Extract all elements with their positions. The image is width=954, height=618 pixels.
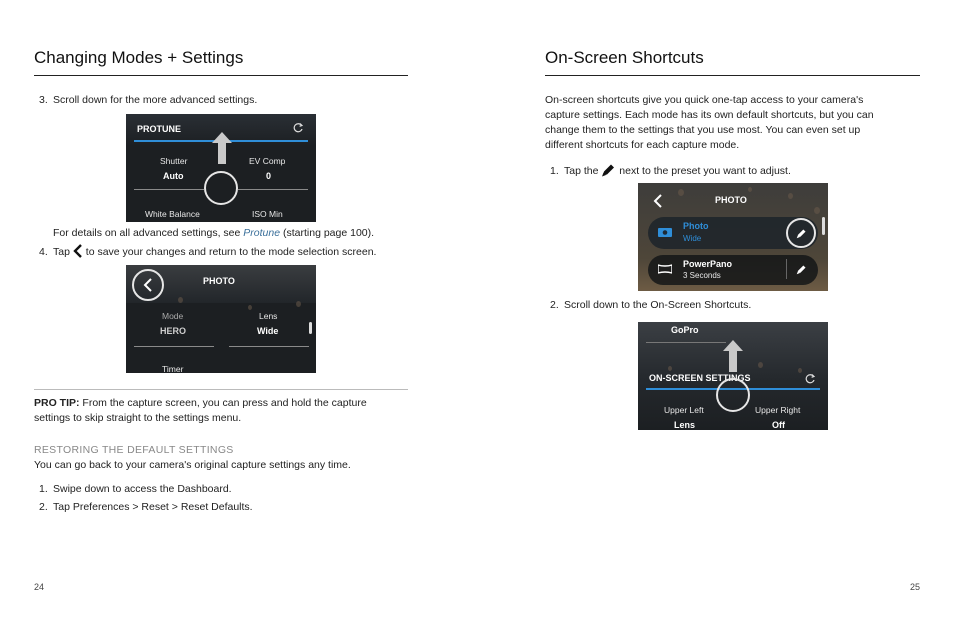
photo-title: PHOTO (203, 276, 235, 286)
preset-powerpano-sub: 3 Seconds (683, 271, 721, 280)
back-chevron-icon[interactable] (652, 193, 664, 209)
protune-link[interactable]: Protune (243, 227, 281, 239)
scrollbar[interactable] (822, 217, 825, 235)
shutter-value[interactable]: Auto (163, 171, 184, 181)
ev-comp-value[interactable]: 0 (266, 171, 272, 181)
back-chevron-icon (73, 244, 83, 263)
preset-photo-sub: Wide (683, 234, 702, 243)
shortcuts-intro: On-screen shortcuts give you quick one-tap access to your camera's capture settings. Each mode has its own default shortcuts, but you can change them to the settings that you use most. You can even set up different shortcuts for each capture mode. (545, 94, 874, 151)
protune-title: PROTUNE (137, 124, 182, 134)
mode-value[interactable]: HERO (160, 326, 187, 336)
pro-tip: PRO TIP: From the capture screen, you can press and hold the capture settings to skip straight to the settings menu. (34, 397, 367, 424)
details-note: For details on all advanced settings, see Protune (starting page 100). (53, 227, 375, 239)
page-number-right: 25 (909, 582, 920, 592)
page-number-left: 24 (34, 582, 45, 592)
protip-divider (34, 389, 408, 390)
touch-indicator (204, 171, 238, 205)
panorama-icon (658, 264, 672, 274)
onscreen-settings-screen (638, 322, 828, 430)
photo-mode-icon (658, 227, 672, 237)
upper-left-value[interactable]: Lens (674, 420, 696, 430)
upper-right-value[interactable]: Off (772, 420, 785, 430)
step-3: 3. Scroll down for the more advanced settings. (39, 94, 258, 106)
lens-value[interactable]: Wide (257, 326, 279, 336)
reset-icon[interactable] (804, 373, 816, 385)
preset-powerpano-name: PowerPano (683, 259, 733, 269)
title-rule-left (34, 75, 408, 76)
white-balance-label: White Balance (145, 209, 200, 219)
page-title-left: Changing Modes + Settings (34, 48, 244, 67)
back-chevron-icon (142, 277, 154, 293)
upper-left-label: Upper Left (664, 405, 704, 415)
scroll-up-arrow-icon (723, 340, 743, 377)
preset-list-screen (638, 183, 828, 291)
restore-step-1: 1. Swipe down to access the Dashboard. (39, 483, 232, 495)
ev-comp-label: EV Comp (249, 156, 286, 166)
restore-text: You can go back to your camera's original capture settings any time. (34, 459, 351, 471)
scroll-up-arrow-icon (212, 132, 232, 169)
preset-item-powerpano[interactable] (648, 255, 818, 285)
right-page (545, 0, 920, 618)
shortcut-step-2: 2. Scroll down to the On-Screen Shortcuts. (550, 299, 752, 311)
mode-label: Mode (162, 311, 184, 321)
step-4: 4. Tap to save your changes and return to the mode selection screen. (34, 244, 376, 263)
protune-screen (126, 114, 316, 222)
pencil-icon[interactable] (795, 264, 807, 275)
scrollbar[interactable] (309, 322, 312, 334)
title-rule-right (545, 75, 920, 76)
lens-label: Lens (259, 311, 278, 321)
onscreen-settings-title: ON-SCREEN SETTINGS (649, 373, 751, 383)
preset-photo-name: Photo (683, 221, 709, 231)
photo-settings-screen (126, 265, 316, 373)
shutter-label: Shutter (160, 156, 188, 166)
touch-indicator (716, 378, 750, 412)
pencil-icon (795, 228, 807, 239)
left-page (34, 0, 408, 618)
reset-icon[interactable] (292, 122, 304, 134)
gopro-brand: GoPro (671, 325, 699, 335)
preset-screen-title: PHOTO (715, 195, 747, 205)
upper-right-label: Upper Right (755, 405, 801, 415)
pencil-icon (601, 163, 616, 182)
restore-heading: RESTORING THE DEFAULT SETTINGS (34, 444, 234, 456)
iso-min-label: ISO Min (252, 209, 283, 219)
shortcut-step-1: 1. Tap the next to the preset you want to adjust. (545, 163, 791, 182)
restore-step-2: 2. Tap Preferences > Reset > Reset Defaults. (39, 501, 253, 513)
timer-label: Timer (162, 364, 184, 373)
page-title-right: On-Screen Shortcuts (545, 48, 704, 67)
